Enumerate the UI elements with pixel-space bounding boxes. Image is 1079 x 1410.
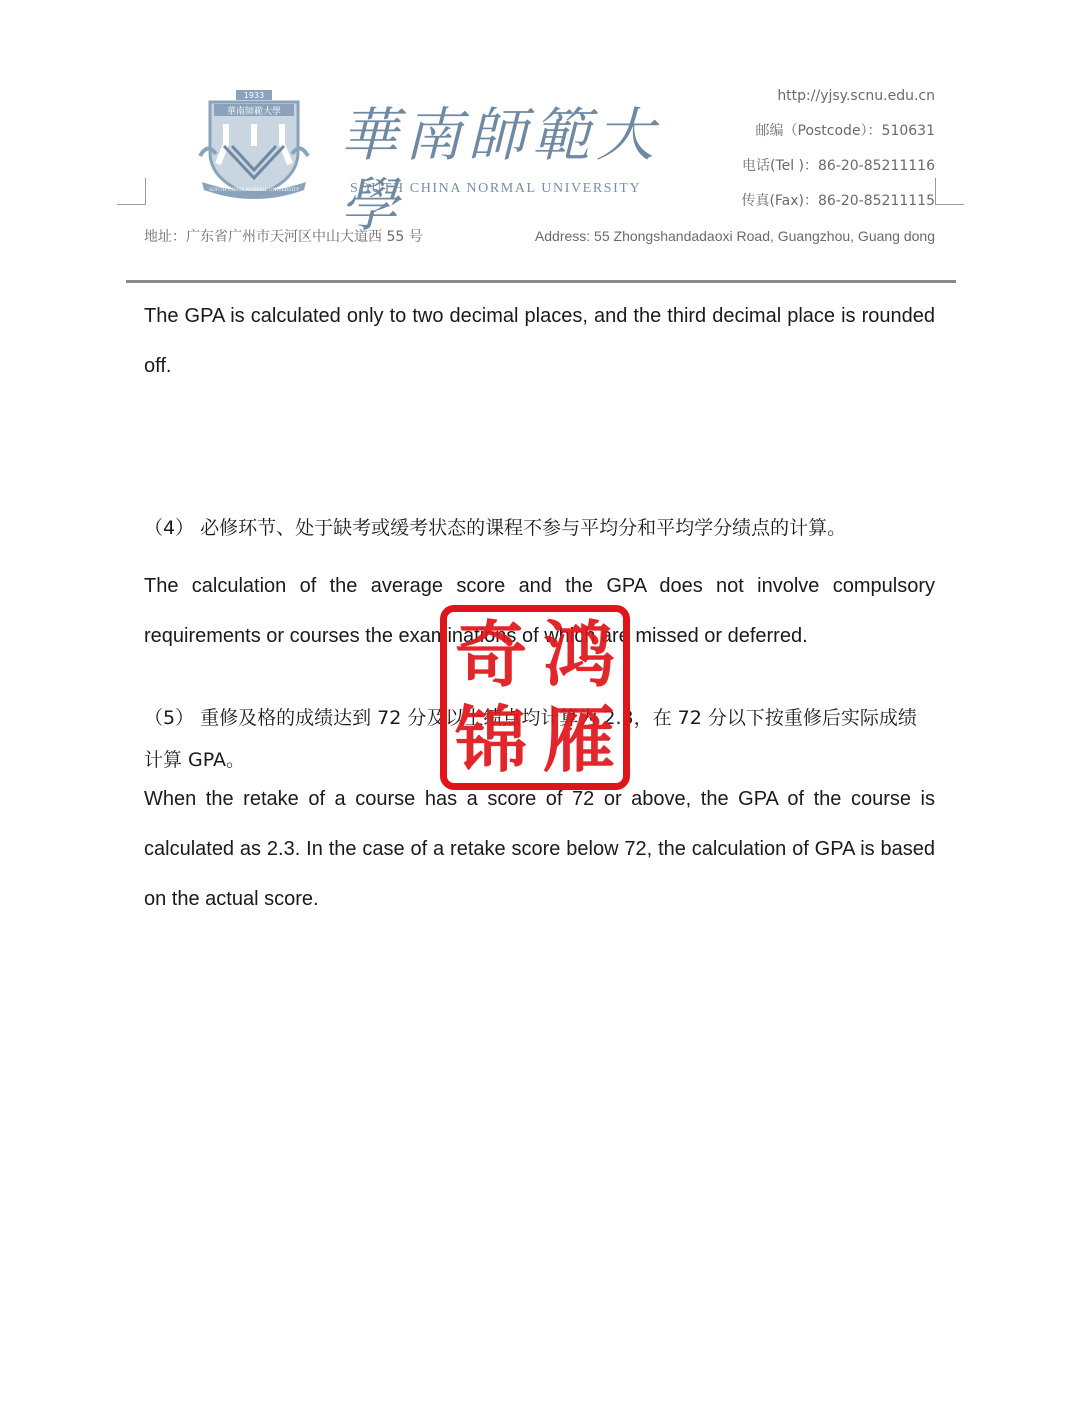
margin-mark-left <box>117 178 146 205</box>
crest-year: 1933 <box>243 91 265 100</box>
contact-block <box>741 86 935 226</box>
address-chinese: 地址：广东省广州市天河区中山大道西 55 号 <box>144 229 423 245</box>
fax: 传真(Fax)：86-20-85211115 <box>741 193 935 209</box>
telephone: 电话(Tel )：86-20-85211116 <box>741 158 935 174</box>
seal-char-3: 锦 <box>454 697 527 783</box>
item-4-english: The calculation of the average score and the GPA does not involve compulsory requirements or courses the examinations of which are missed or deferred. <box>144 575 935 647</box>
university-name-calligraphy: 華南師範大學 <box>340 101 661 239</box>
red-seal-stamp <box>440 605 630 790</box>
website-url: http://yjsy.scnu.edu.cn <box>777 88 935 104</box>
item-4-chinese: （4） 必修环节、处于缺考或缓考状态的课程不参与平均分和平均学分绩点的计算。 <box>144 517 847 539</box>
postcode: 邮编（Postcode）：510631 <box>755 123 935 139</box>
seal-char-1: 奇 <box>454 611 527 697</box>
university-name-english: SOUTH CHINA NORMAL UNIVERSITY <box>350 181 642 196</box>
university-crest-logo <box>196 90 312 200</box>
header-divider <box>126 280 956 283</box>
gpa-rounding-paragraph: The GPA is calculated only to two decimal places, and the third decimal place is rounded off. <box>144 305 935 377</box>
item-5-english: When the retake of a course has a score of 72 or above, the GPA of the course is calculated as 2.3. In the case of a retake score below 72, the calculation of GPA is based on the actual score. <box>144 788 935 910</box>
seal-char-2: 鸿 <box>542 611 615 697</box>
crest-name: 華南師範大學 <box>226 107 282 117</box>
address-english: Address: 55 Zhongshandadaoxi Road, Guangzhou, Guang dong <box>534 228 935 244</box>
item-5-chinese: （5） 重修及格的成绩达到 72 分及以上绩点均计算为 2.3，在 72 分以下按重修后实际成绩计算 GPA。 <box>144 707 917 771</box>
seal-char-4: 雁 <box>542 697 615 783</box>
margin-mark-right <box>935 178 964 205</box>
crest-ribbon-text: SOUTH CHINA NORMAL UNIVERSITY <box>208 188 300 193</box>
